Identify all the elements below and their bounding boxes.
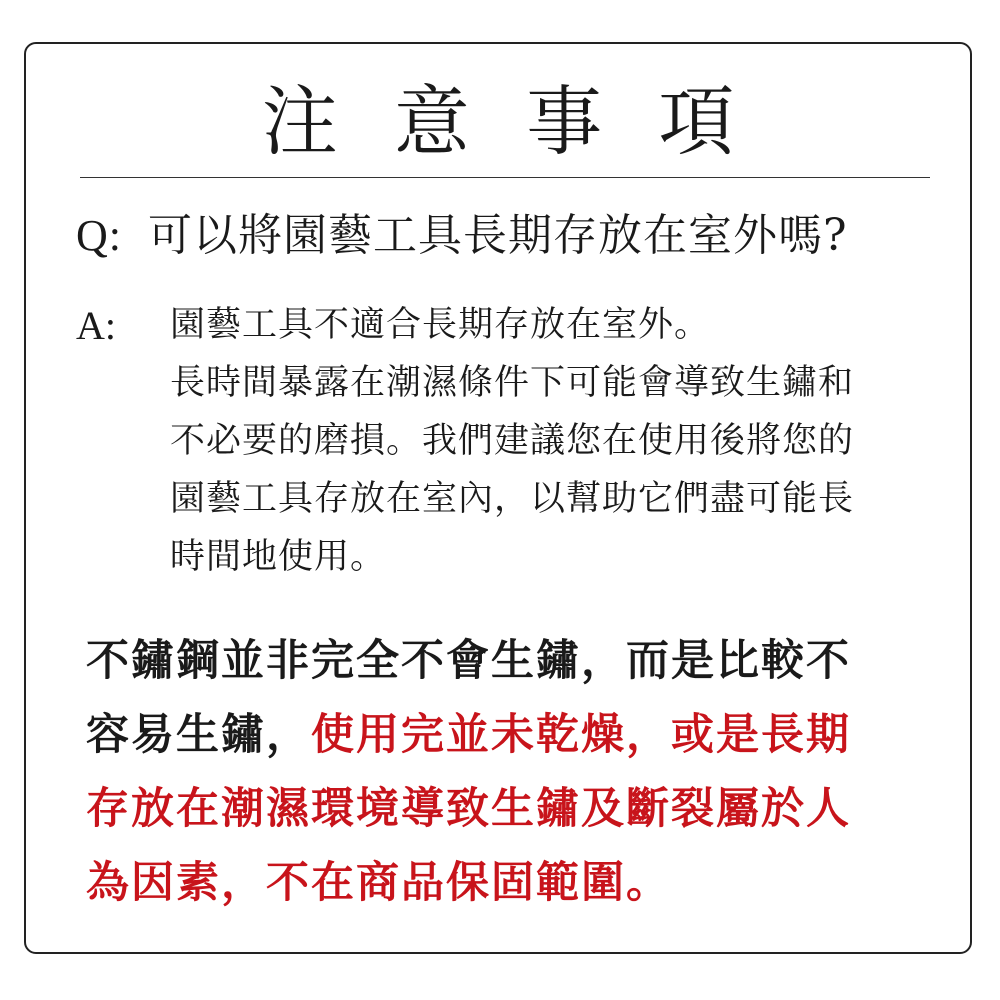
answer-line: 時間地使用。	[170, 537, 387, 577]
notice-warning-text: 使用完並未乾燥，或是長期	[311, 710, 851, 760]
question-text: 可以將園藝工具長期存放在室外嗎?	[148, 210, 848, 261]
answer-text	[170, 296, 960, 586]
notice-warning-line: 為因素，不在商品保固範圍。	[86, 858, 671, 908]
title-divider	[80, 177, 930, 178]
notice-line: 不鏽鋼並非完全不會生鏽，而是比較不	[86, 636, 851, 686]
notice-warning-line: 存放在潮濕環境導致生鏽及斷裂屬於人	[86, 784, 851, 834]
answer-line: 園藝工具存放在室內，以幫助它們盡可能長	[170, 479, 855, 519]
answer-line: 長時間暴露在潮濕條件下可能會導致生鏽和	[170, 363, 855, 403]
answer-line: 園藝工具不適合長期存放在室外。	[170, 305, 711, 345]
answer-label: A:	[76, 303, 116, 348]
notice-card	[24, 42, 972, 954]
question-label: Q:	[76, 211, 122, 260]
answer-line: 不必要的磨損。我們建議您在使用後將您的	[170, 421, 855, 461]
notice-text: 容易生鏽，	[86, 710, 311, 760]
warranty-notice	[86, 624, 946, 920]
notice-line	[86, 698, 946, 772]
faq-question	[76, 206, 946, 266]
page-title: 注 意 事 項	[261, 77, 751, 166]
